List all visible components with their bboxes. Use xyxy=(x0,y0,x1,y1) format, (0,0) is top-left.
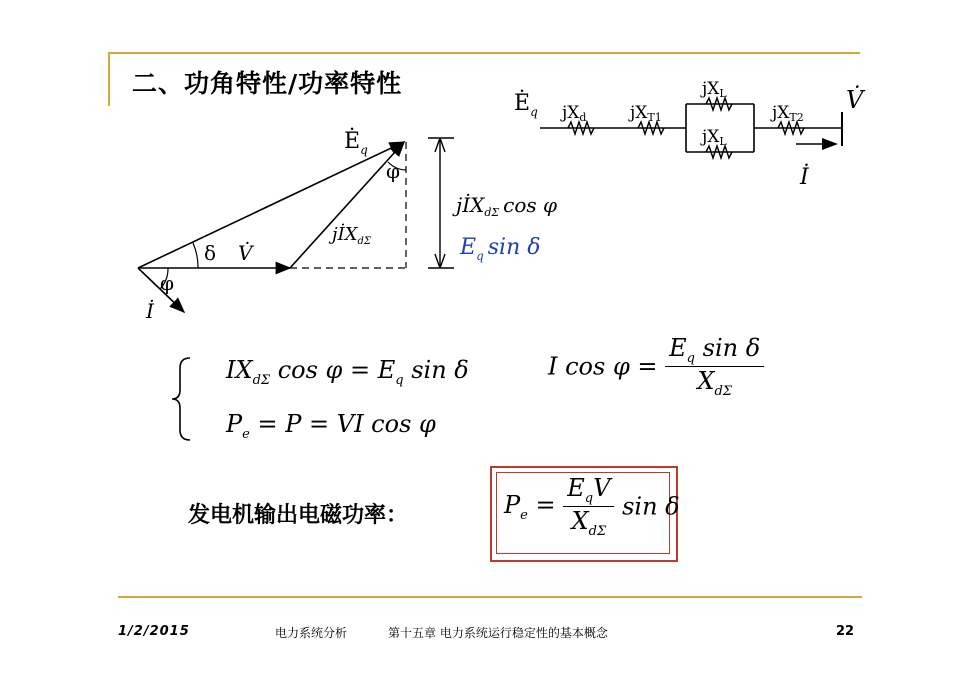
xt2-label: jXT2 xyxy=(772,103,804,124)
delta-arc xyxy=(193,243,198,268)
xl1-label: jXL xyxy=(702,79,727,100)
phi-bottom-label: φ xyxy=(160,271,175,295)
circuit-v-label: V̇ xyxy=(846,86,864,114)
jixd-label: jİX$_{d\Sigma}$ xyxy=(332,224,371,247)
footer-chapter: 第十五章 电力系统运行稳定性的基本概念 xyxy=(388,626,608,640)
slide-title: 二、功角特性/功率特性 xyxy=(132,69,403,98)
i-label: İ xyxy=(146,299,154,323)
eq-label: $Ė_q$ xyxy=(344,129,368,157)
xl2-label: jXL xyxy=(702,127,727,148)
current-arrow-head xyxy=(822,138,838,150)
measure-arrow-bottom-left xyxy=(435,254,440,268)
footer-date: 1/2/2015 xyxy=(118,624,190,639)
delta-label: δ xyxy=(204,241,217,265)
footer-page-number: 22 xyxy=(836,624,855,639)
measure-arrow-bottom-right xyxy=(440,254,445,268)
xt1-label: jXT1 xyxy=(630,103,662,124)
xd-label: jXd xyxy=(562,103,587,124)
measure-arrow-top-right xyxy=(440,138,445,152)
equation-3: I cos φ = $\frac{E_q \sin \delta}{X_{d\Sigma}}$ xyxy=(548,334,764,399)
equivalent-circuit xyxy=(510,66,880,196)
equation-2: $P_e = P$ = VI cos φ xyxy=(226,410,436,442)
power-formula: $P_e$ = $\frac{E_qV}{X_{d\Sigma}}$ sin δ xyxy=(504,474,680,539)
circuit-eq-label: $Ė_q$ xyxy=(514,91,538,119)
circuit-i-label: İ xyxy=(800,165,809,190)
footer-accent-line xyxy=(118,596,862,598)
phi-top-label: φ xyxy=(386,159,401,183)
eq-phasor-line xyxy=(138,142,404,268)
jixd-cos-label: jİX$_{d\Sigma}$ cos φ xyxy=(456,193,558,219)
equation-brace xyxy=(168,354,196,444)
left-accent-line xyxy=(108,52,110,106)
equation-1: $IX_{d\Sigma}$ $\cos \varphi = E_q$ sin δ xyxy=(226,356,469,388)
v-label: V̇ xyxy=(238,241,253,265)
eq-sin-label: $E_q$ sin δ xyxy=(460,235,541,263)
top-accent-line xyxy=(108,52,860,54)
measure-arrow-top-left xyxy=(435,138,440,152)
footer-course: 电力系统分析 xyxy=(275,626,348,640)
result-label: 发电机输出电磁功率： xyxy=(188,503,409,528)
